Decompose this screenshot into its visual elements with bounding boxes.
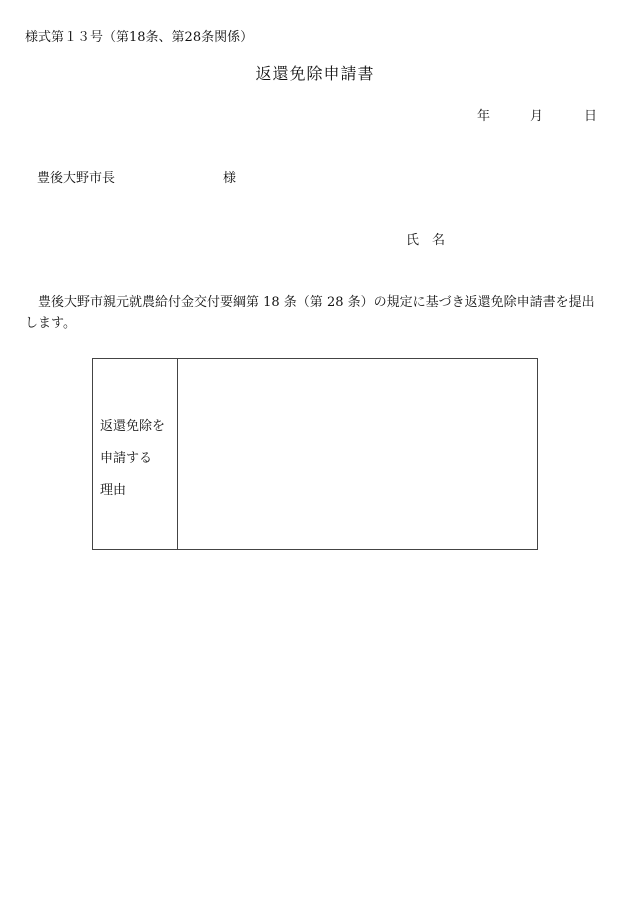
date-year-label: 年 [477,109,491,124]
document-title: 返還免除申請書 [255,64,375,83]
form-number: 様式第１３号（第18条、第28条関係） [25,30,254,45]
reason-label-line: 申請する [100,451,153,466]
reason-label-line: 理由 [100,483,127,498]
reason-label-cell [93,359,178,549]
date-month-label: 月 [530,109,544,124]
reason-table [92,358,538,550]
reason-value-cell[interactable] [178,359,537,549]
date-day-label: 日 [584,109,598,124]
body-text: 豊後大野市親元就農給付金交付要綱第 18 条（第 28 条）の規定に基づき返還免除申請書を提出します。 [25,295,595,331]
honorific: 様 [223,171,237,186]
applicant-name-label: 氏 名 [406,233,446,248]
reason-label-line: 返還免除を [100,419,166,434]
addressee: 豊後大野市長 [37,171,116,186]
